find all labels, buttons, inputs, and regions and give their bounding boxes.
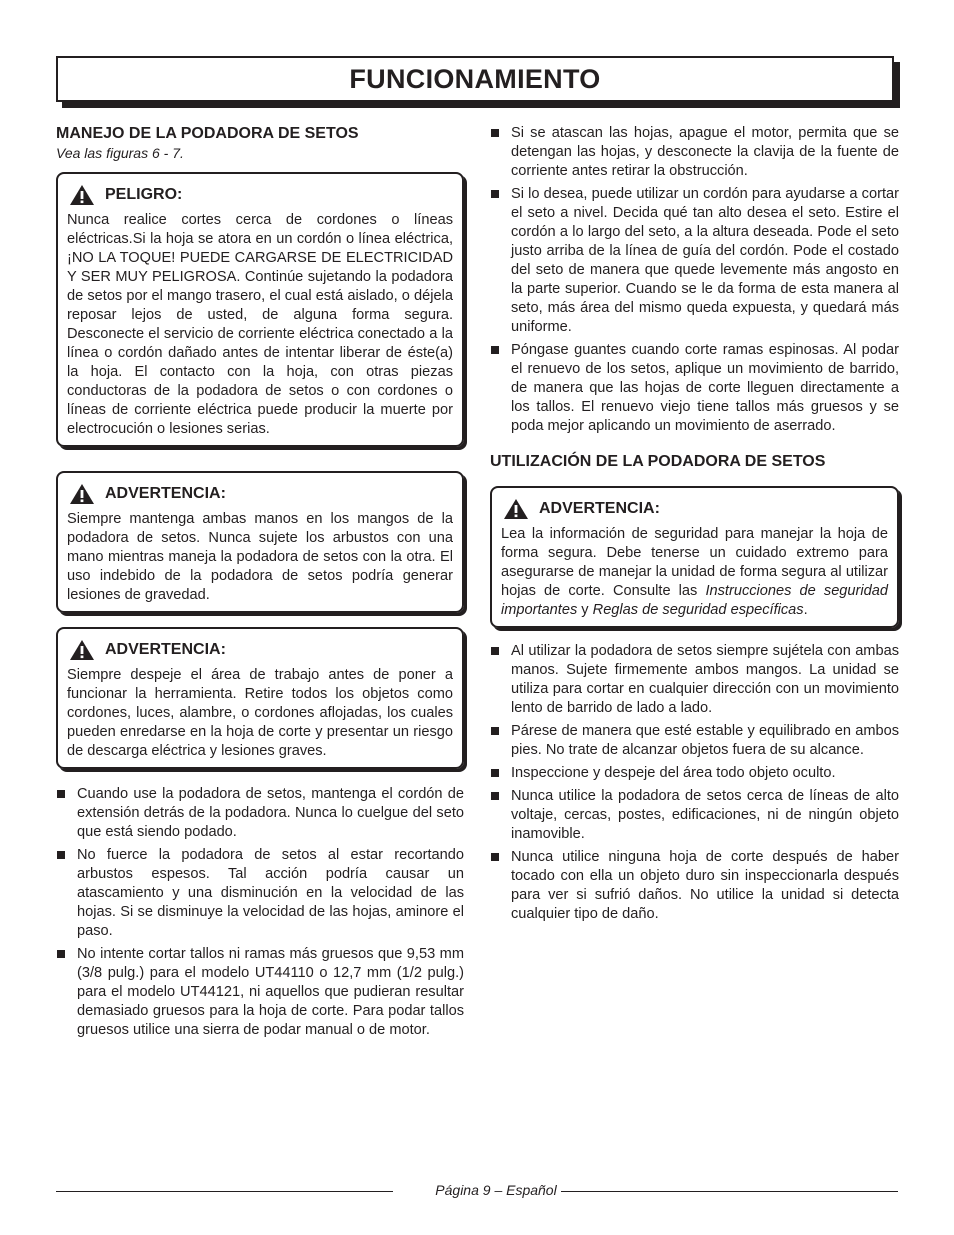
list-item: Cuando use la podadora de setos, mantenga el cordón de extensión detrás de la podadora. Nunca lo cuelgue del seto que está siendo podado. — [56, 785, 464, 842]
figure-reference: Vea las figuras 6 - 7. — [56, 145, 184, 161]
list-item: Si lo desea, puede utilizar un cordón para ayudarse a cortar el seto a nivel. Decida qué tan alto desea el seto. Estire el cordón a lo largo del seto, a la altura deseada. Pode el seto justo arriba de la línea de guía del cordón. Pode el costado del seto de manera que quede levemente más angosto en la parte superior. Cuando se le da forma de esta manera al seto, más área del mismo queda expuesta, y quedará más uniforme. — [490, 185, 899, 337]
bullet-list-left — [56, 785, 464, 1040]
bullet-icon — [491, 647, 499, 655]
bullet-icon — [491, 727, 499, 735]
list-item: Inspeccione y despeje del área todo objeto oculto. — [490, 764, 899, 783]
section-heading-utilizacion: UTILIZACIÓN DE LA PODADORA DE SETOS — [490, 453, 826, 470]
page-footer — [56, 1181, 898, 1201]
page-title-banner — [56, 56, 894, 102]
footer-rule-right — [561, 1191, 898, 1192]
warning-text: Siempre mantenga ambas manos en los mangos de la podadora de setos. Nunca sujete los arbustos con una mano mientras maneja la podadora de setos con la otra. El uso indebido de la podadora de setos podría generar lesiones de gravedad. — [67, 511, 453, 603]
bullet-icon — [491, 769, 499, 777]
warning-box-1 — [56, 471, 464, 613]
reference-link: Instrucciones de seguridad importantes — [501, 583, 888, 618]
list-item: No fuerce la podadora de setos al estar recortando arbustos espesos. Tal acción podría causar un atascamiento y una disminución en la velocidad de las hojas. Si se disminuye la velocidad de las hojas, aminore el paso. — [56, 846, 464, 941]
warning-text: Lea la información de seguridad para manejar la hoja de forma segura. Debe tenerse un cuidado extremo para asegurarse de manejar la unidad de forma segura al utilizar hojas de corte. Consulte las Instrucciones de seguridad importantes y Reglas de seguridad específicas. — [501, 526, 888, 618]
warning-triangle-icon — [69, 639, 95, 661]
list-item: Párese de manera que esté estable y equilibrado en ambos pies. No trate de alcanzar objetos fuera de su alcance. — [490, 722, 899, 760]
warning-label: ADVERTENCIA: — [105, 641, 226, 658]
warning-text: Siempre despeje el área de trabajo antes de poner a funcionar la herramienta. Retire todos los objetos como cordones, luces, alambre, o cordones aflojadas, los cuales pueden enredarse en la hoja de corte y presentar un riesgo de descarga eléctrica y lesiones graves. — [67, 667, 453, 759]
section-heading-manejo: MANEJO DE LA PODADORA DE SETOS — [56, 125, 359, 142]
bullet-icon — [491, 190, 499, 198]
footer-rule-left — [56, 1191, 393, 1192]
list-item: Si se atascan las hojas, apague el motor, permita que se detengan las hojas, y desconecte la clavija de la fuente de corriente antes retirar la obstrucción. — [490, 124, 899, 181]
danger-text: Nunca realice cortes cerca de cordones o líneas eléctricas.Si la hoja se atora en un cordón o línea eléctrica, ¡NO LA TOQUE! PUEDE CARGARSE DE ELECTRICIDAD Y SER MUY PELIGROSA. Continúe sujetando la podadora de setos por el mango trasero, el cual está aislado, o déjela reposar lejos de usted, de alguna forma segura. Desconecte el servicio de corriente eléctrica conectado a la línea o cordón dañado antes de intentar liberar de éste(a) la hoja. El contacto con la hoja, con otras piezas conductoras de la podadora de setos o con cordones o líneas de corriente eléctrica puede producir la muerte por electrocución o lesiones serias. — [67, 212, 453, 437]
warning-label: ADVERTENCIA: — [105, 485, 226, 502]
right-column — [490, 124, 899, 928]
warning-triangle-icon — [69, 483, 95, 505]
reference-link: Reglas de seguridad específicas — [592, 602, 804, 618]
warning-label: ADVERTENCIA: — [539, 500, 660, 517]
page-number: Página 9 – Español — [435, 1182, 557, 1198]
bullet-icon — [491, 129, 499, 137]
bullet-icon — [491, 792, 499, 800]
bullet-icon — [491, 346, 499, 354]
warning-box-3 — [490, 486, 899, 628]
page-title: FUNCIONAMIENTO — [349, 63, 601, 94]
bullet-icon — [57, 851, 65, 859]
danger-label: PELIGRO: — [105, 186, 183, 203]
list-item: No intente cortar tallos ni ramas más gruesos que 9,53 mm (3/8 pulg.) para el modelo UT44110 o 12,7 mm (1/2 pulg.) para el modelo UT44121, ni aquellos que pudieran resultar demasiado gruesos para la hoja de corte. Para podar tallos gruesos utilice una sierra de podar manual o de motor. — [56, 945, 464, 1040]
list-item: Al utilizar la podadora de setos siempre sujétela con ambas manos. Sujete firmemente ambos mangos. La unidad se utiliza para cortar en cualquier dirección con un movimiento lento de barrido de lado a lado. — [490, 642, 899, 718]
warning-triangle-icon — [69, 184, 95, 206]
danger-box — [56, 172, 464, 447]
bullet-icon — [57, 790, 65, 798]
warning-triangle-icon — [503, 498, 529, 520]
list-item: Nunca utilice ninguna hoja de corte después de haber tocado con ella un objeto duro sin inspeccionarla después para ver si sufrió daños. No utilice la unidad si detecta cualquier tipo de daño. — [490, 848, 899, 924]
left-column — [56, 124, 464, 1044]
bullet-icon — [491, 853, 499, 861]
list-item: Nunca utilice la podadora de setos cerca de líneas de alto voltaje, cercas, postes, edificaciones, ni de ningún objeto inamovible. — [490, 787, 899, 844]
bullet-list-right-bottom — [490, 642, 899, 924]
warning-box-2 — [56, 627, 464, 769]
bullet-icon — [57, 950, 65, 958]
bullet-list-right-top — [490, 124, 899, 436]
list-item: Póngase guantes cuando corte ramas espinosas. Al podar el renuevo de los setos, aplique un movimiento de barrido, de manera que las hojas de corte lleguen directamente a los tallos. El renuevo viejo tiene tallos más gruesos y se poda mejor aplicando un movimiento de aserrado. — [490, 341, 899, 436]
